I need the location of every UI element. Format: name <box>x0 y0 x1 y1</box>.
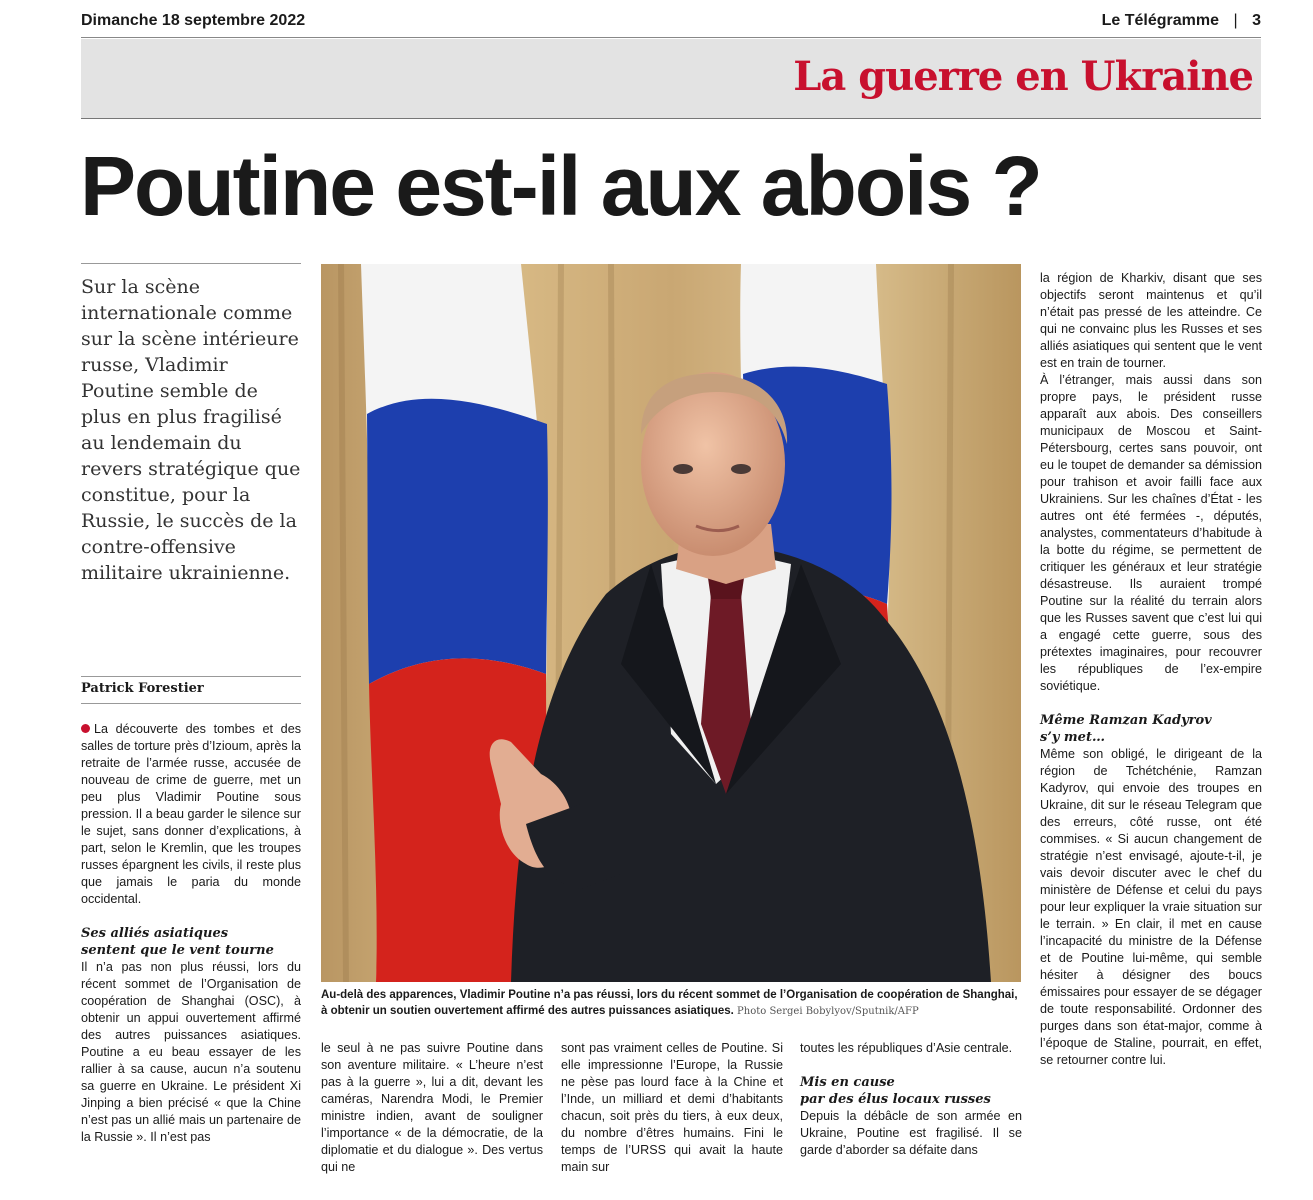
article-headline: Poutine est-il aux abois ? <box>80 139 1041 233</box>
header-rule <box>81 37 1261 38</box>
newspaper-name: Le Télégramme <box>1101 12 1220 29</box>
section-rule <box>81 118 1261 119</box>
separator: | <box>1233 12 1238 29</box>
section-title: La guerre en Ukraine <box>793 53 1253 100</box>
article-column-3 <box>561 1040 783 1176</box>
putin-photo-illustration <box>321 264 1021 982</box>
column-5-paragraph-2: À l’étranger, mais aussi dans son propre pays, le président russe apparaît aux abois. Des conseillers municipaux de Moscou et Saint-Pétersbourg, certes sans pouvoir, ont eu le toupet de demander sa démission pour trahison et avoir failli face aux Ukrainiens. Sur les chaînes d’État - les autres ont été fermées -, députés, analystes, commentateurs d’habitude à la botte du régime, se permettent de critiquer les généraux et leur stratégie désastreuse. Ils auraient trompé Poutine sur la réalité du terrain alors que les Russes savent que c’est lui qui a engagé cette guerre, sous des prétextes imaginaires, pour recouvrer les républiques de l’ex-empire soviétique. <box>1040 373 1262 693</box>
publication-date: Dimanche 18 septembre 2022 <box>81 12 306 29</box>
author-byline: Patrick Forestier <box>81 681 204 696</box>
column-1-paragraph-2: Il n’a pas non plus réussi, lors du récent sommet de l’Organisation de coopération de Shanghai (OSC), à obtenir un appui ouvertement affirmé des autres puissances asiatiques. Poutine a eu beau essayer de les rallier à sa cause, aucun n’a soutenu sa guerre en Ukraine. Le président Xi Jinping a bien précisé « que la Chine n’est pas un allié mais un partenaire de la Russie ». Il n’est pas <box>81 960 301 1144</box>
article-chapo: Sur la scène internationale comme sur la scène intérieure russe, Vladimir Poutine semble de plus en plus fragilisé au lendemain du revers stratégique que constitue, pour la Russie, le succès de la contre-offensive militaire ukrainienne. <box>81 276 301 584</box>
article-column-4 <box>800 1040 1022 1159</box>
page-number: 3 <box>1252 12 1261 29</box>
page-header <box>81 10 1261 36</box>
column-5-paragraph-1: la région de Kharkiv, disant que ses objectifs seront maintenus et qu’il n’était pas pressé de les atteindre. Ce qui ne convainc plus les Russes et ses alliés asiatiques qui sentent que le vent est en train de tourner. <box>1040 271 1262 370</box>
column-4-paragraph-1: toutes les républiques d’Asie centrale. <box>800 1041 1013 1055</box>
section-band <box>81 39 1261 118</box>
byline-rule-top <box>81 676 301 677</box>
column-2-paragraph-1: le seul à ne pas suivre Poutine dans son aventure militaire. « L’heure n’est pas à la guerre », lui a dit, devant les caméras, Narendra Modi, le Premier ministre indien, avant de souligner l’importance « de la démocratie, de la diplomatie et du dialogue ». Des vertus qui ne <box>321 1041 543 1174</box>
article-column-5 <box>1040 270 1262 1069</box>
photo-credit: Photo Sergei Bobylyov/Sputnik/AFP <box>737 1006 919 1017</box>
article-column-2 <box>321 1040 543 1176</box>
caption-text: Au-delà des apparences, Vladimir Poutine n’a pas réussi, lors du récent sommet de l’Organisation de coopération de Shanghai, à obtenir un soutien ouvertement affirmé des autres puissances asiatiques. <box>321 989 1018 1017</box>
column-1-paragraph-1: La découverte des tombes et des salles de torture près d’Izioum, après la retraite de l’armée russe, accusée de nouveau de crime de guerre, met un peu plus Vladimir Poutine sous pression. Il a beau garder le silence sur le sujet, sans donner d’explications, à part, selon le Kremlin, que les troupes russes épargnent les civils, il reste plus que jamais le paria du monde occidental. <box>81 722 301 906</box>
subhead-elus: Mis en cause par des élus locaux russes <box>800 1075 991 1107</box>
bullet-dot-icon <box>81 724 90 733</box>
article-column-1 <box>81 721 301 1146</box>
photo-caption <box>321 987 1021 1020</box>
newspaper-masthead <box>1102 12 1261 30</box>
chapo-rule <box>81 263 301 264</box>
column-3-paragraph-1: sont pas vraiment celles de Poutine. Si elle impressionne l’Europe, la Russie ne pèse pas lourd face à la Chine et l’Inde, un milliard et demi d’habitants chacun, soit près du tiers, à eux deux, du nombre d’êtres humains. Fini le temps de l’URSS qui avait la haute main sur <box>561 1041 783 1174</box>
subhead-kadyrov: Même Ramzan Kadyrov s’y met… <box>1040 713 1212 745</box>
column-4-paragraph-2: Depuis la débâcle de son armée en Ukraine, Poutine est fragilisé. Il se garde d’aborder sa défaite dans <box>800 1109 1022 1157</box>
byline-rule-bottom <box>81 703 301 704</box>
subhead-allies: Ses alliés asiatiques sentent que le vent tourne <box>81 926 274 958</box>
column-5-paragraph-3: Même son obligé, le dirigeant de la région de Tchétchénie, Ramzan Kadyrov, qui envoie des troupes en Ukraine, dit sur le réseau Telegram que des erreurs, côté russe, ont été commises. « Si aucun changement de stratégie n’est envisagé, ajoute-t-il, je vais devoir discuter avec le chef du ministère de Défense et celui du pays pour leur expliquer la vraie situation sur le terrain. » En clair, il met en cause l’incapacité du ministre de la Défense et de Poutine lui-même, qui semble hésiter à désigner des boucs émissaires pour essayer de se dégager de toute responsabilité. Ordonner des purges dans son état-major, comme à l’époque de Staline, pourrait, en effet, se retourner contre lui. <box>1040 747 1262 1067</box>
article-photo <box>321 264 1021 982</box>
